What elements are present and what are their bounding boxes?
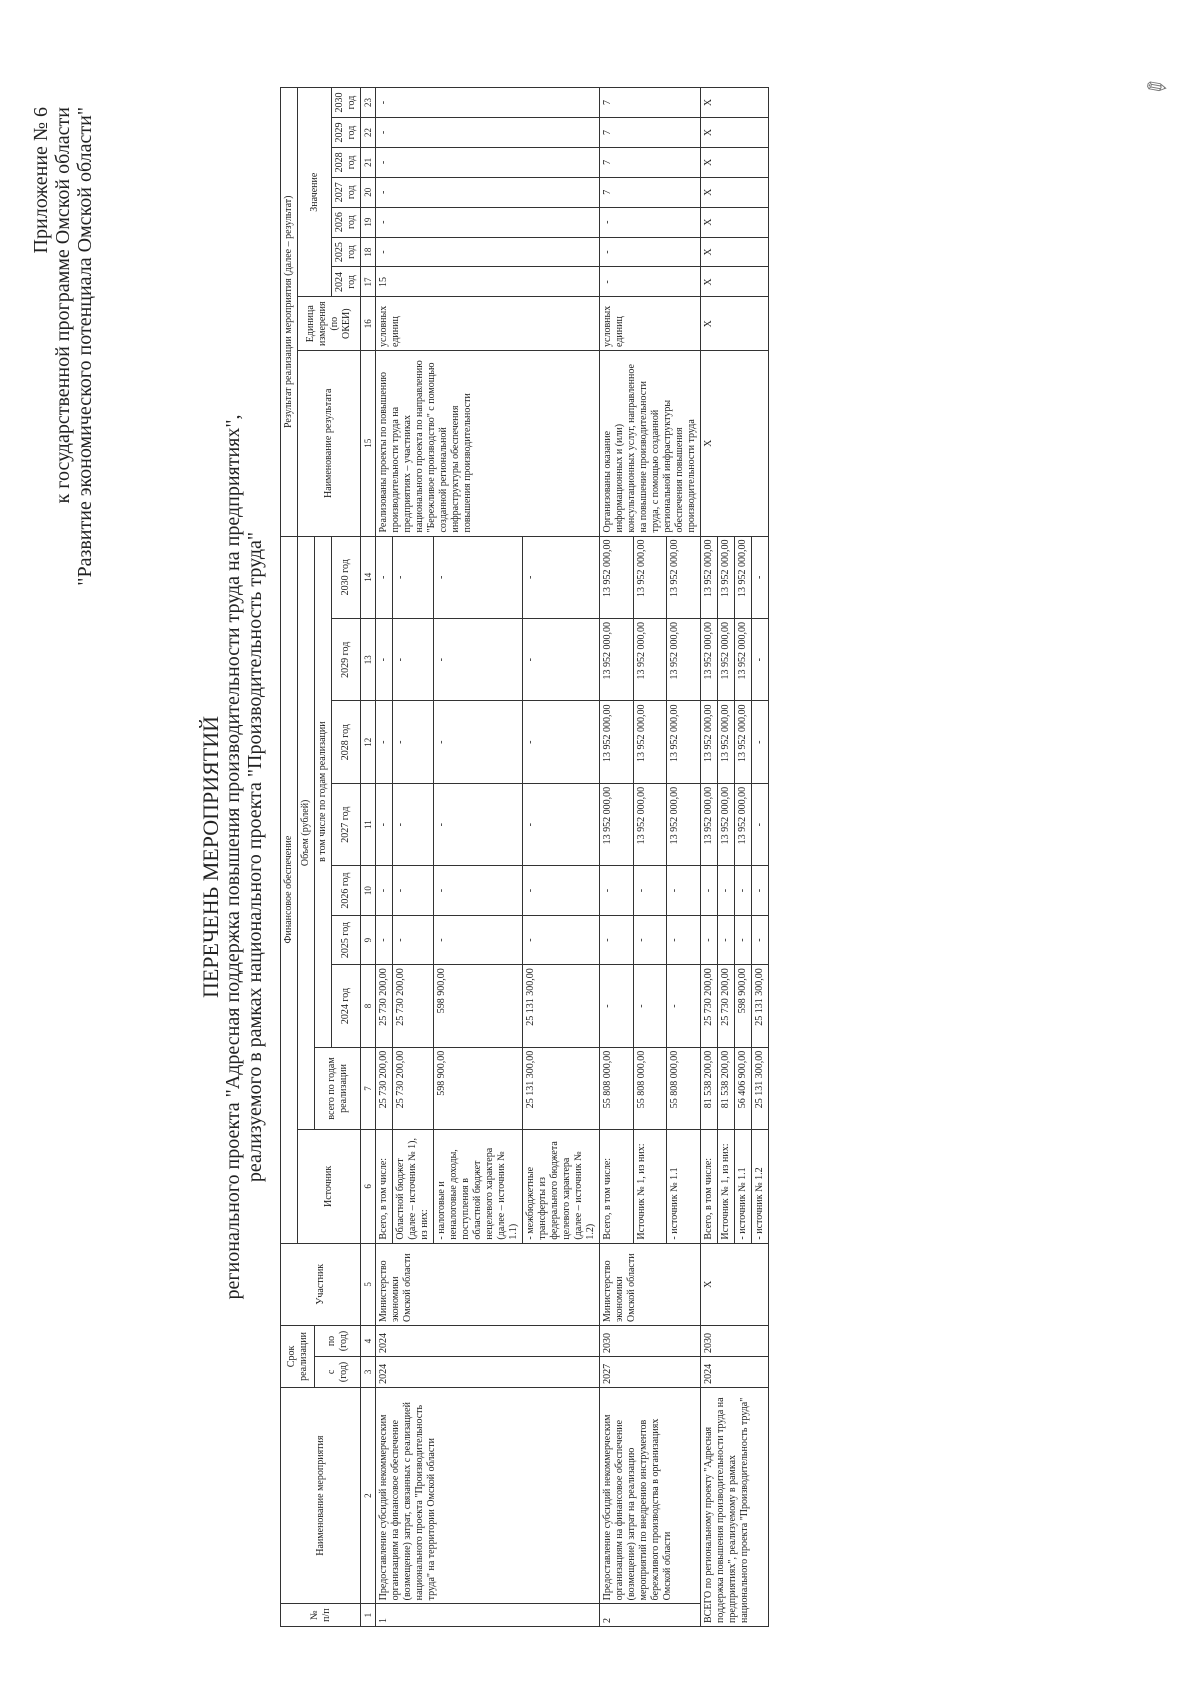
measures-table — [280, 87, 769, 1627]
row1-2024-b: 25 730 200,00 — [393, 965, 434, 1047]
row1-num: 1 — [376, 1604, 600, 1627]
row2-result-2027: 7 — [600, 177, 701, 207]
row2-2030-c: 13 952 000,00 — [667, 536, 701, 618]
table-row — [701, 88, 718, 1627]
row2-participant: Министерство экономики Омской области — [600, 1243, 701, 1325]
row1-2025-a: - — [376, 915, 393, 964]
row2-2029-a: 13 952 000,00 — [600, 619, 634, 701]
title-main: ПЕРЕЧЕНЬ МЕРОПРИЯТИЙ — [198, 715, 223, 999]
header-num: № п/п — [281, 1604, 361, 1627]
total-2027-c: 13 952 000,00 — [735, 783, 752, 865]
row2-source-b: Источник № 1, из них: — [633, 1130, 667, 1243]
total-2028-b: 13 952 000,00 — [718, 701, 735, 783]
header-2030: 2030 год — [332, 536, 361, 618]
total-source-d: - источник № 1.2 — [752, 1130, 769, 1243]
row1-result-2027: - — [376, 177, 600, 207]
total-total-a: 81 538 200,00 — [701, 1047, 718, 1129]
total-2027-a: 13 952 000,00 — [701, 783, 718, 865]
total-2025-a: - — [701, 915, 718, 964]
col-num: 2 — [361, 1387, 376, 1603]
row2-2030-b: 13 952 000,00 — [633, 536, 667, 618]
total-total-b: 81 538 200,00 — [718, 1047, 735, 1129]
row1-result-2025: - — [376, 237, 600, 267]
row2-2024-c: - — [667, 965, 701, 1047]
row1-2029-a: - — [376, 619, 393, 701]
total-from: 2024 — [701, 1356, 769, 1387]
total-2026-c: - — [735, 866, 752, 915]
col-num: 13 — [361, 619, 376, 701]
total-participant: X — [701, 1243, 769, 1325]
total-result-2028: X — [701, 147, 769, 177]
total-result-2029: X — [701, 118, 769, 148]
row2-result-2030: 7 — [600, 88, 701, 118]
total-2025-c: - — [735, 915, 752, 964]
row1-2030-c: - — [434, 536, 523, 618]
row2-result-2028: 7 — [600, 147, 701, 177]
total-result-2030: X — [701, 88, 769, 118]
row1-2028-c: - — [434, 701, 523, 783]
row2-2026-c: - — [667, 866, 701, 915]
header-result-2026: 2026 год — [332, 207, 361, 237]
row2-2027-b: 13 952 000,00 — [633, 783, 667, 865]
row1-source-b: Областной бюджет (далее – источник № 1), из них: — [393, 1130, 434, 1243]
col-num: 1 — [361, 1604, 376, 1627]
row1-2027-a: - — [376, 783, 393, 865]
title-line-3: реализуемого в рамках национального проекта "Производительность труда" — [244, 531, 266, 1183]
row2-source-c: - источник № 1.1 — [667, 1130, 701, 1243]
header-to: по (год) — [315, 1326, 361, 1357]
row2-2028-b: 13 952 000,00 — [633, 701, 667, 783]
row2-result-2026: - — [600, 207, 701, 237]
col-num: 3 — [361, 1356, 376, 1387]
total-result-2024: X — [701, 267, 769, 297]
row2-2026-a: - — [600, 866, 634, 915]
total-total-c: 56 406 900,00 — [735, 1047, 752, 1129]
col-num: 23 — [361, 88, 376, 118]
row2-to: 2030 — [600, 1326, 701, 1357]
total-unit: X — [701, 297, 769, 351]
row2-result-2024: - — [600, 267, 701, 297]
total-2029-a: 13 952 000,00 — [701, 619, 718, 701]
row1-name: Предоставление субсидий некоммерческим организациям на финансовое обеспечение (возмещение) затрат, связанных с реализацией национального проекта "Производительность труда" на территории Омской области — [376, 1387, 600, 1603]
header-2025: 2025 год — [332, 915, 361, 964]
col-num: 15 — [361, 350, 376, 536]
total-2024-a: 25 730 200,00 — [701, 965, 718, 1047]
row1-2028-a: - — [376, 701, 393, 783]
row1-total-a: 25 730 200,00 — [376, 1047, 393, 1129]
header-from: с (год) — [315, 1356, 361, 1387]
col-num: 5 — [361, 1243, 376, 1325]
row2-2029-c: 13 952 000,00 — [667, 619, 701, 701]
row1-to: 2024 — [376, 1326, 600, 1357]
total-2030-a: 13 952 000,00 — [701, 536, 718, 618]
row1-2026-a: - — [376, 866, 393, 915]
col-num: 20 — [361, 177, 376, 207]
total-source-b: Источник № 1, из них: — [718, 1130, 735, 1243]
header-volume: Объем (рублей) — [298, 536, 315, 1130]
total-2030-d: - — [752, 536, 769, 618]
handwritten-signature-mark: ✎ — [1142, 71, 1174, 105]
row1-participant: Министерство экономики Омской области — [376, 1243, 600, 1325]
col-num: 21 — [361, 147, 376, 177]
total-2026-b: - — [718, 866, 735, 915]
total-source-c: - источник № 1.1 — [735, 1130, 752, 1243]
appendix-header — [30, 107, 96, 586]
header-value: Значение — [298, 88, 332, 297]
row2-total-b: 55 808 000,00 — [633, 1047, 667, 1129]
row2-2028-c: 13 952 000,00 — [667, 701, 701, 783]
col-num: 4 — [361, 1326, 376, 1357]
col-num: 9 — [361, 915, 376, 964]
row1-2029-c: - — [434, 619, 523, 701]
header-period: Срок реализации — [281, 1326, 315, 1388]
row1-source-a: Всего, в том числе: — [376, 1130, 393, 1243]
row1-2030-d: - — [523, 536, 600, 618]
row1-unit: условных единиц — [376, 297, 600, 351]
row2-2024-a: - — [600, 965, 634, 1047]
row1-2027-b: - — [393, 783, 434, 865]
total-source-a: Всего, в том числе: — [701, 1130, 718, 1243]
col-num: 7 — [361, 1047, 376, 1129]
total-to: 2030 — [701, 1326, 769, 1357]
col-num: 14 — [361, 536, 376, 618]
row1-2024-c: 598 900,00 — [434, 965, 523, 1047]
total-result-name: X — [701, 350, 769, 536]
header-row-1 — [281, 88, 298, 1627]
header-result-2029: 2029 год — [332, 118, 361, 148]
header-total: всего по годам реализации — [315, 1047, 361, 1129]
total-2029-d: - — [752, 619, 769, 701]
total-2028-c: 13 952 000,00 — [735, 701, 752, 783]
col-num: 22 — [361, 118, 376, 148]
row2-source-a: Всего, в том числе: — [600, 1130, 634, 1243]
row2-2029-b: 13 952 000,00 — [633, 619, 667, 701]
col-num: 16 — [361, 297, 376, 351]
row1-result-name: Реализованы проекты по повышению производительности труда на предприятиях – участниках национального проекта по направлению "Бережливое производство" с помощью созданной региональной инфраструктуры обеспечения повышения производительности — [376, 350, 600, 536]
total-2025-d: - — [752, 915, 769, 964]
total-result-2027: X — [701, 177, 769, 207]
row1-2025-b: - — [393, 915, 434, 964]
rotated-page — [30, 67, 1150, 1647]
total-2025-b: - — [718, 915, 735, 964]
total-result-2025: X — [701, 237, 769, 267]
header-result-2030: 2030 год — [332, 88, 361, 118]
col-num: 6 — [361, 1130, 376, 1243]
row2-2027-a: 13 952 000,00 — [600, 783, 634, 865]
row1-2028-d: - — [523, 701, 600, 783]
table-row — [600, 88, 634, 1627]
header-finance: Финансовое обеспечение — [281, 536, 298, 1243]
row1-2027-c: - — [434, 783, 523, 865]
header-2029: 2029 год — [332, 619, 361, 701]
row2-2030-a: 13 952 000,00 — [600, 536, 634, 618]
appendix-program-name: "Развитие экономического потенциала Омской области" — [74, 107, 96, 586]
column-number-row — [361, 88, 376, 1627]
header-result-name: Наименование результата — [298, 350, 361, 536]
total-name: ВСЕГО по региональному проекту "Адресная поддержка повышения производительности труда на предприятиях", реализуемому в рамках национального проекта "Производительность труда" — [701, 1387, 769, 1626]
row1-result-2029: - — [376, 118, 600, 148]
header-incl-years: в том числе по годам реализации — [315, 536, 332, 1047]
document-title — [200, 67, 266, 1647]
row2-2028-a: 13 952 000,00 — [600, 701, 634, 783]
row1-2030-b: - — [393, 536, 434, 618]
row1-2028-b: - — [393, 701, 434, 783]
total-2024-c: 598 900,00 — [735, 965, 752, 1047]
row2-2025-c: - — [667, 915, 701, 964]
header-result-2027: 2027 год — [332, 177, 361, 207]
appendix-number: Приложение № 6 — [30, 107, 52, 254]
row2-name: Предоставление субсидий некоммерческим организациям на финансовое обеспечение (возмещение) затрат на реализацию мероприятий по внедрению инструментов бережливого производства в организациях Омской области — [600, 1387, 701, 1603]
row1-2026-d: - — [523, 866, 600, 915]
header-source: Источник — [298, 1130, 361, 1243]
row2-2025-b: - — [633, 915, 667, 964]
total-2027-b: 13 952 000,00 — [718, 783, 735, 865]
total-2030-b: 13 952 000,00 — [718, 536, 735, 618]
row1-total-c: 598 900,00 — [434, 1047, 523, 1129]
header-participant: Участник — [281, 1243, 361, 1325]
appendix-program: к государственной программе Омской области — [52, 107, 74, 504]
col-num: 10 — [361, 866, 376, 915]
row1-from: 2024 — [376, 1356, 600, 1387]
row1-2026-c: - — [434, 866, 523, 915]
row2-total-c: 55 808 000,00 — [667, 1047, 701, 1129]
total-2030-c: 13 952 000,00 — [735, 536, 752, 618]
row1-2024-a: 25 730 200,00 — [376, 965, 393, 1047]
row1-result-2026: - — [376, 207, 600, 237]
total-2026-a: - — [701, 866, 718, 915]
col-num: 17 — [361, 267, 376, 297]
row2-result-name: Организованы оказание информационных и (или) консультационных услуг, направленное на повышение производительности труда, с помощью созданной региональной инфраструктуры обеспечения повышения производительности труда — [600, 350, 701, 536]
total-2028-d: - — [752, 701, 769, 783]
table-row — [376, 88, 393, 1627]
row2-unit: условных единиц — [600, 297, 701, 351]
header-2024: 2024 год — [332, 965, 361, 1047]
col-num: 8 — [361, 965, 376, 1047]
total-result-2026: X — [701, 207, 769, 237]
row2-2026-b: - — [633, 866, 667, 915]
row2-2025-a: - — [600, 915, 634, 964]
row1-total-d: 25 131 300,00 — [523, 1047, 600, 1129]
col-num: 11 — [361, 783, 376, 865]
total-2027-d: - — [752, 783, 769, 865]
row1-result-2024: 15 — [376, 267, 600, 297]
total-2026-d: - — [752, 866, 769, 915]
row2-from: 2027 — [600, 1356, 701, 1387]
row1-total-b: 25 730 200,00 — [393, 1047, 434, 1129]
header-result-2028: 2028 год — [332, 147, 361, 177]
row2-result-2025: - — [600, 237, 701, 267]
row1-2029-d: - — [523, 619, 600, 701]
row2-total-a: 55 808 000,00 — [600, 1047, 634, 1129]
row1-2026-b: - — [393, 866, 434, 915]
total-2028-a: 13 952 000,00 — [701, 701, 718, 783]
total-2029-b: 13 952 000,00 — [718, 619, 735, 701]
col-num: 12 — [361, 701, 376, 783]
title-line-2: регионального проекта "Адресная поддержка повышения производительности труда на предприятиях", — [222, 414, 244, 1300]
header-2027: 2027 год — [332, 783, 361, 865]
row1-2025-d: - — [523, 915, 600, 964]
header-result-2024: 2024 год — [332, 267, 361, 297]
header-name: Наименование мероприятия — [281, 1387, 361, 1603]
row1-2025-c: - — [434, 915, 523, 964]
total-2029-c: 13 952 000,00 — [735, 619, 752, 701]
col-num: 19 — [361, 207, 376, 237]
row1-2024-d: 25 131 300,00 — [523, 965, 600, 1047]
row2-result-2029: 7 — [600, 118, 701, 148]
row1-source-c: - налоговые и неналоговые доходы, поступления в областной бюджет нецелевого характера (далее – источник № 1.1) — [434, 1130, 523, 1243]
header-2026: 2026 год — [332, 866, 361, 915]
row1-result-2030: - — [376, 88, 600, 118]
header-unit: Единица измерения (по ОКЕИ) — [298, 297, 361, 351]
header-2028: 2028 год — [332, 701, 361, 783]
total-2024-d: 25 131 300,00 — [752, 965, 769, 1047]
row1-2029-b: - — [393, 619, 434, 701]
row1-source-d: - межбюджетные трансферты из федерального бюджета целевого характера (далее – источник № 1.2) — [523, 1130, 600, 1243]
header-result-2025: 2025 год — [332, 237, 361, 267]
total-total-d: 25 131 300,00 — [752, 1047, 769, 1129]
row2-2027-c: 13 952 000,00 — [667, 783, 701, 865]
total-2024-b: 25 730 200,00 — [718, 965, 735, 1047]
col-num: 18 — [361, 237, 376, 267]
row1-2027-d: - — [523, 783, 600, 865]
row1-result-2028: - — [376, 147, 600, 177]
header-result-block: Результат реализации мероприятия (далее – результат) — [281, 88, 298, 537]
row1-2030-a: - — [376, 536, 393, 618]
row2-num: 2 — [600, 1604, 701, 1627]
row2-2024-b: - — [633, 965, 667, 1047]
